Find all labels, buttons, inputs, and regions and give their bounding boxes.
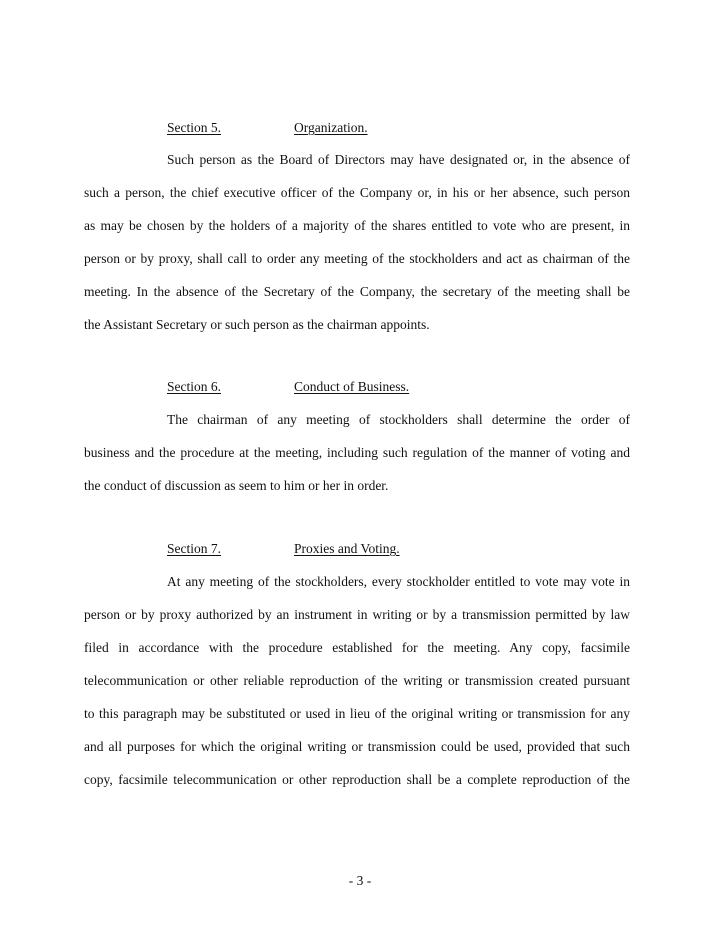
section-5-title: Organization. (294, 120, 368, 135)
section-6-line-3: the conduct of discussion as seem to him or her in order. (84, 478, 389, 493)
section-5-number: Section 5. (167, 120, 221, 135)
section-7-line-5: to this paragraph may be substituted or used in lieu of the original writing or transmission for any (84, 706, 630, 721)
section-6-number: Section 6. (167, 379, 221, 394)
page-number: - 3 - (348, 873, 372, 888)
section-6-line-1: The chairman of any meeting of stockholders shall determine the order of (167, 412, 630, 427)
section-5-line-4: person or by proxy, shall call to order any meeting of the stockholders and act as chairman of the (84, 251, 630, 266)
section-6-line-2: business and the procedure at the meeting, including such regulation of the manner of voting and (84, 445, 630, 460)
section-7-line-6: and all purposes for which the original writing or transmission could be used, provided that such (84, 739, 630, 754)
section-5-line-2: such a person, the chief executive officer of the Company or, in his or her absence, such person (84, 185, 630, 200)
section-7-line-3: filed in accordance with the procedure established for the meeting. Any copy, facsimile (84, 640, 630, 655)
section-7-line-1: At any meeting of the stockholders, every stockholder entitled to vote may vote in (167, 574, 630, 589)
section-5-line-5: meeting. In the absence of the Secretary of the Company, the secretary of the meeting shall be (84, 284, 630, 299)
section-6-title: Conduct of Business. (294, 379, 410, 394)
section-7-title: Proxies and Voting. (294, 541, 400, 556)
section-5-line-6: the Assistant Secretary or such person as the chairman appoints. (84, 317, 430, 332)
section-5-line-1: Such person as the Board of Directors may have designated or, in the absence of (167, 152, 630, 167)
section-7-number: Section 7. (167, 541, 221, 556)
section-5-heading (0, 120, 720, 140)
section-5-line-3: as may be chosen by the holders of a majority of the shares entitled to vote who are present, in (84, 218, 630, 233)
section-7-line-7: copy, facsimile telecommunication or other reproduction shall be a complete reproduction of the (84, 772, 630, 787)
section-7-heading (0, 541, 720, 561)
section-6-heading (0, 379, 720, 399)
section-7-line-4: telecommunication or other reliable reproduction of the writing or transmission created pursuant (84, 673, 630, 688)
section-7-line-2: person or by proxy authorized by an instrument in writing or by a transmission permitted by law (84, 607, 630, 622)
